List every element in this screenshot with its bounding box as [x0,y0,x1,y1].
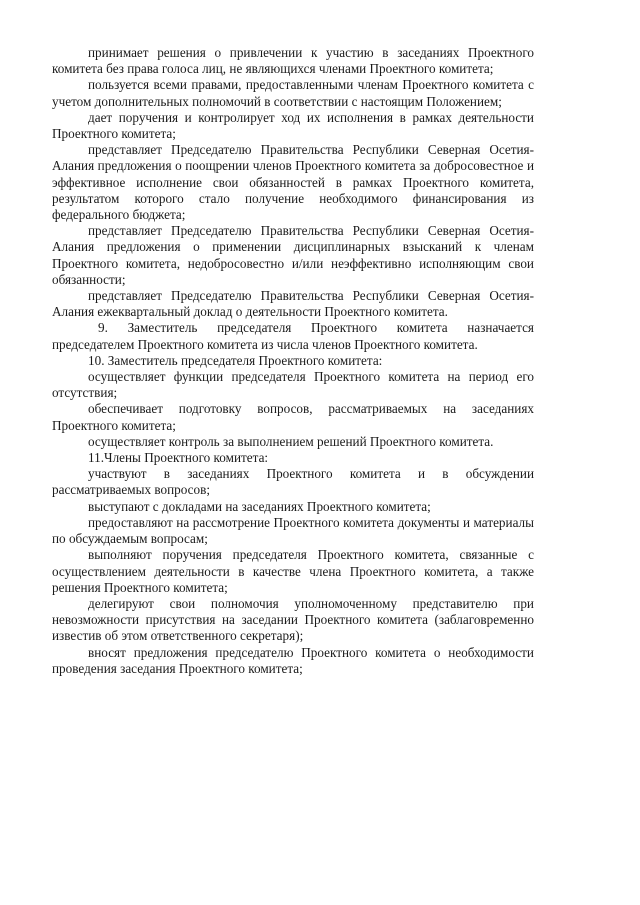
paragraph-quarterly-report: представляет Председателю Правительства Республики Северная Осетия-Алания ежеквартальный доклад о деятельности Проектного комитета. [52,288,534,320]
paragraph-members-participate: участвуют в заседаниях Проектного комитета и в обсуждении рассматриваемых вопросов; [52,466,534,498]
paragraph-members-documents: предоставляют на рассмотрение Проектного комитета документы и материалы по обсуждаемым вопросам; [52,514,534,547]
paragraph-disciplinary-proposals: представляет Председателю Правительства Республики Северная Осетия-Алания предложения о применении дисциплинарных взысканий к членам Проектного комитета, недобросовестно и/или неэффективно исполняющим свои обязанности; [52,223,534,287]
paragraph-deputy-control: осуществляет контроль за выполнением решений Проектного комитета. [88,433,494,449]
paragraph-member-rights: пользуется всеми правами, предоставленными членам Проектного комитета с учетом дополнительных полномочий в соответствии с настоящим Положением; [52,77,534,109]
paragraph-instructions: дает поручения и контролирует ход их исполнения в рамках деятельности Проектного комитета; [52,109,534,142]
paragraph-deputy-functions: осуществляет функции председателя Проектного комитета на период его отсутствия; [52,369,534,401]
paragraph-invite-non-members: принимает решения о привлечении к участию в заседаниях Проектного комитета без права голоса лиц, не являющихся членами Проектного комитета; [52,45,534,77]
paragraph-members-delegate: делегируют свои полномочия уполномоченному представителю при невозможности присутствия на заседании Проектного комитета (заблаговременно известив об этом ответственного секретаря); [52,595,534,644]
paragraph-members-propose: вносят предложения председателю Проектного комитета о необходимости проведения заседания Проектного комитета; [52,644,534,676]
paragraph-encouragement-proposals: представляет Председателю Правительства Республики Северная Осетия-Алания предложения о поощрении членов Проектного комитета за добросовестное и эффективное исполнение свои обязанностей в рамках Проектного комитета, результатом которого стало получение необходимого финансирования из федерального бюджета; [52,142,534,223]
paragraph-item-11-heading: 11.Члены Проектного комитета: [88,450,269,466]
paragraph-item-9: 9. Заместитель председателя Проектного комитета назначается председателем Проектного комитета из числа членов Проектного комитета. [52,320,534,352]
paragraph-item-10-heading: 10. Заместитель председателя Проектного комитета: [88,352,383,368]
paragraph-members-reports: выступают с докладами на заседаниях Проектного комитета; [88,498,431,514]
paragraph-members-execute: выполняют поручения председателя Проектного комитета, связанные с осуществлением деятельности в качестве члена Проектного комитета, а также решения Проектного комитета; [52,547,534,595]
paragraph-deputy-preparation: обеспечивает подготовку вопросов, рассматриваемых на заседаниях Проектного комитета; [52,401,534,433]
